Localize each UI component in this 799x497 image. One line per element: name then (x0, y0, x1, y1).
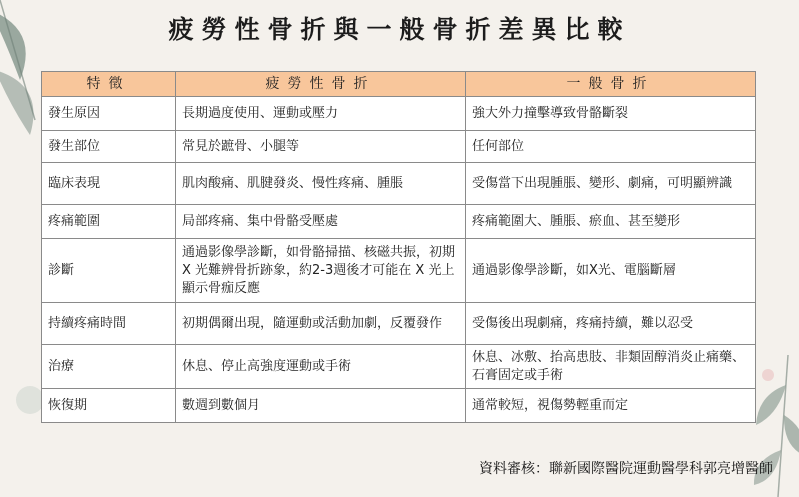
header-general-fracture: 一般骨折 (466, 72, 756, 97)
row-label: 持續疼痛時間 (42, 303, 176, 345)
table-row (42, 163, 756, 205)
general-fracture-cell: 休息、冰敷、抬高患肢、非類固醇消炎止痛藥、石膏固定或手術 (466, 345, 756, 389)
table-row (42, 131, 756, 163)
header-stress-fracture: 疲勞性骨折 (176, 72, 466, 97)
row-label: 發生部位 (42, 131, 176, 163)
general-fracture-cell: 通常較短，視傷勢輕重而定 (466, 389, 756, 423)
page-title: 疲勞性骨折與一般骨折差異比較 (168, 15, 631, 44)
general-fracture-cell: 受傷後出現劇痛，疼痛持續，難以忍受 (466, 303, 756, 345)
header-feature: 特徵 (42, 72, 176, 97)
row-label: 臨床表現 (42, 163, 176, 205)
stress-fracture-cell: 初期偶爾出現，隨運動或活動加劇，反覆發作 (176, 303, 466, 345)
comparison-table (41, 71, 756, 423)
general-fracture-cell: 任何部位 (466, 131, 756, 163)
table-row (42, 303, 756, 345)
table-row (42, 97, 756, 131)
general-fracture-cell: 強大外力撞擊導致骨骼斷裂 (466, 97, 756, 131)
stress-fracture-cell: 肌肉酸痛、肌腱發炎、慢性疼痛、腫脹 (176, 163, 466, 205)
general-fracture-cell: 疼痛範圍大、腫脹、瘀血、甚至變形 (466, 205, 756, 239)
table-row (42, 205, 756, 239)
table-row (42, 345, 756, 389)
general-fracture-cell: 通過影像學診斷，如X光、電腦斷層 (466, 239, 756, 303)
row-label: 治療 (42, 345, 176, 389)
stress-fracture-cell: 通過影像學診斷，如骨骼掃描、核磁共振，初期X 光難辨骨折跡象，約2-3週後才可能在 X 光上顯示骨痂反應 (176, 239, 466, 303)
stress-fracture-cell: 常見於蹠骨、小腿等 (176, 131, 466, 163)
table-row (42, 239, 756, 303)
table-row (42, 389, 756, 423)
row-label: 疼痛範圍 (42, 205, 176, 239)
row-label: 發生原因 (42, 97, 176, 131)
stress-fracture-cell: 數週到數個月 (176, 389, 466, 423)
general-fracture-cell: 受傷當下出現腫脹、變形、劇痛，可明顯辨識 (466, 163, 756, 205)
row-label: 恢復期 (42, 389, 176, 423)
row-label: 診斷 (42, 239, 176, 303)
stress-fracture-cell: 長期過度使用、運動或壓力 (176, 97, 466, 131)
stress-fracture-cell: 休息、停止高強度運動或手術 (176, 345, 466, 389)
source-credit: 資料審核：聯新國際醫院運動醫學科郭亮增醫師 (479, 461, 773, 477)
stress-fracture-cell: 局部疼痛、集中骨骼受壓處 (176, 205, 466, 239)
table-header-row (42, 72, 756, 97)
